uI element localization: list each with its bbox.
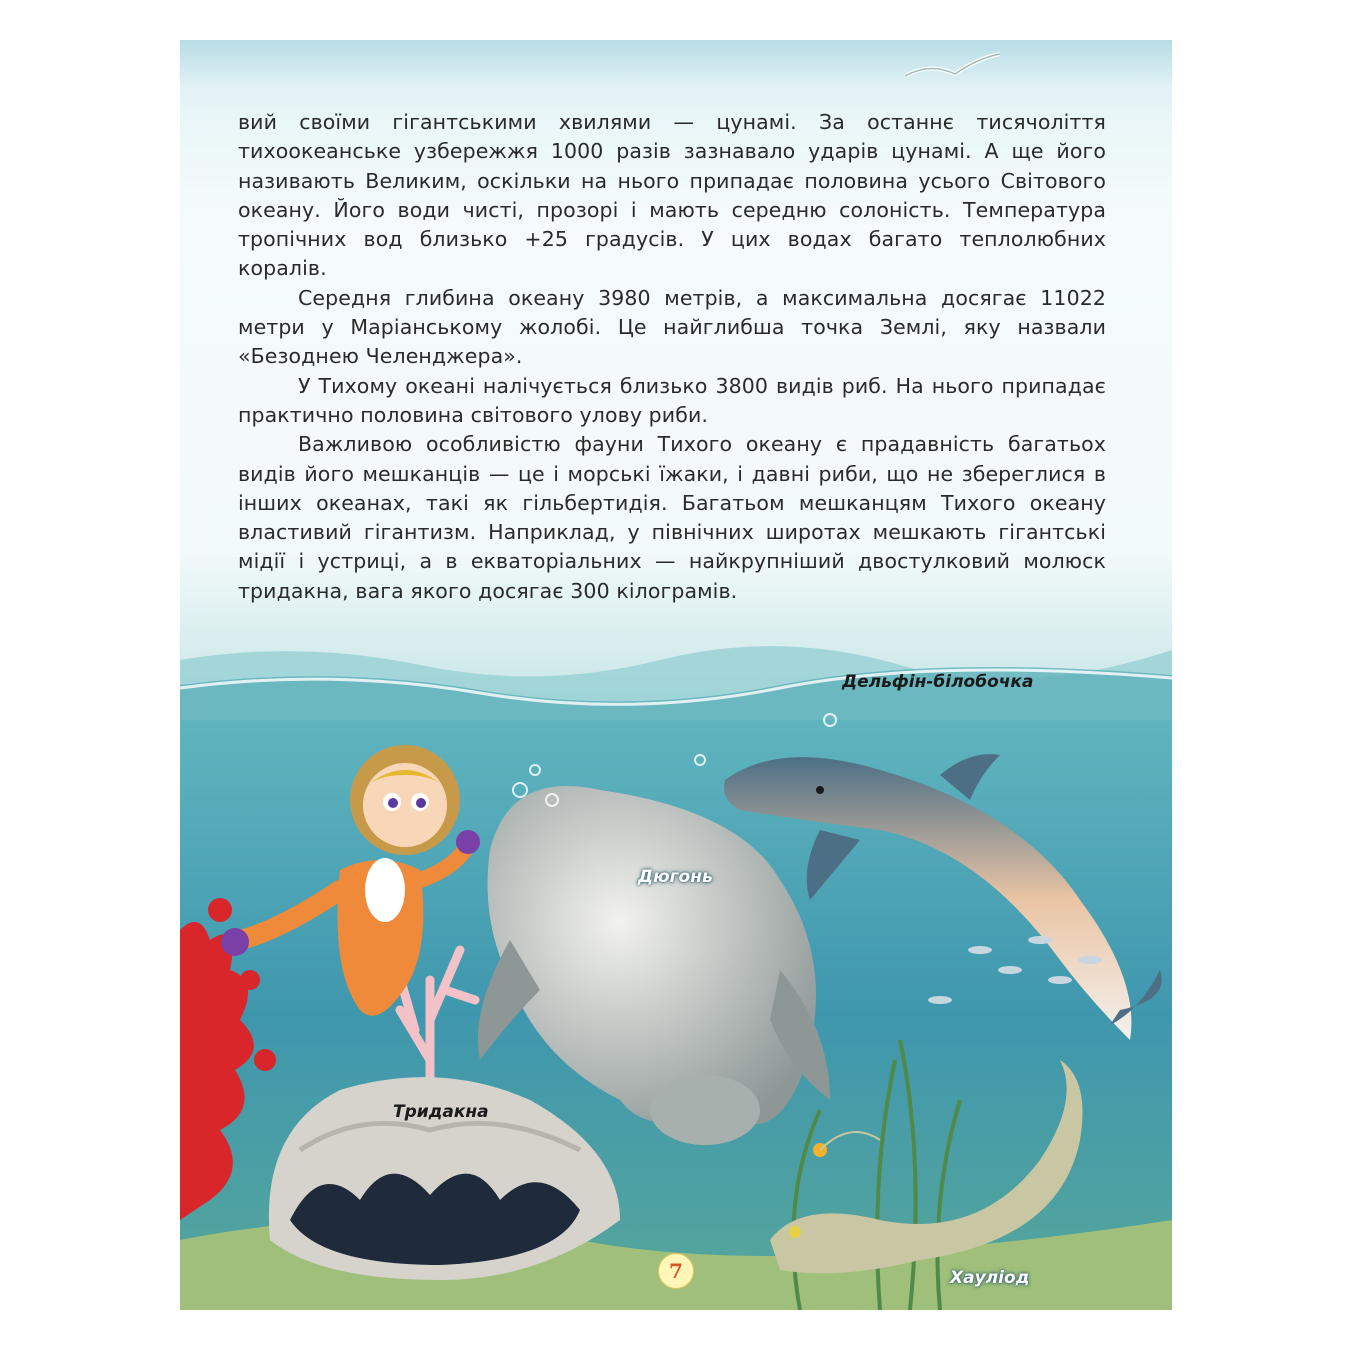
paragraph-2: Середня глибина океану 3980 метрів, а максимальна досягає 11022 метри у Маріанському жолобі. Це найглибша точка Землі, яку назвали «Безоднею Челенджера». (238, 285, 1106, 369)
label-viperfish: Хауліод (950, 1268, 1030, 1288)
paragraph-1: вий своїми гігантськими хвилями — цунамі. За останнє тисячоліття тихоокеанське узбережжя 1000 разів зазнавало ударів цунамі. А ще його називають Великим, оскільки на нього припадає половина усього Світового океану. Його води чисті, прозорі і мають середню солоність. Температура тропічних вод близько +25 градусів. У цих водах багато теплолюбних коралів. (238, 110, 1106, 281)
underwater-illustration (180, 680, 1172, 1310)
seagull-icon (900, 48, 1010, 88)
label-dugong: Дюгонь (638, 867, 713, 887)
paragraph-4: Важливою особливістю фауни Тихого океану є прадавність багатьох видів його мешканців — це і морські їжаки, і давні риби, що не збереглися в інших океанах, такі як гільбертидія. Багатьом мешканцям Тихого океану властивий гігантизм. Наприклад, у північних широтах мешкають гігантські мідії і устриці, а в екваторіальних — найкрупніший двостулковий молюск тридакна, вага якого досягає 300 кілограмів. (238, 432, 1106, 603)
label-tridacna: Тридакна (393, 1102, 489, 1122)
book-page (180, 40, 1172, 1310)
sky-background (180, 40, 1172, 110)
label-dolphin: Дельфін-білобочка (842, 672, 1034, 692)
page-number: 7 (658, 1253, 694, 1289)
paragraph-3: У Тихому океані налічується близько 3800 видів риб. На нього припадає практично половина світового улову риби. (238, 373, 1106, 427)
article-text (238, 108, 1106, 606)
